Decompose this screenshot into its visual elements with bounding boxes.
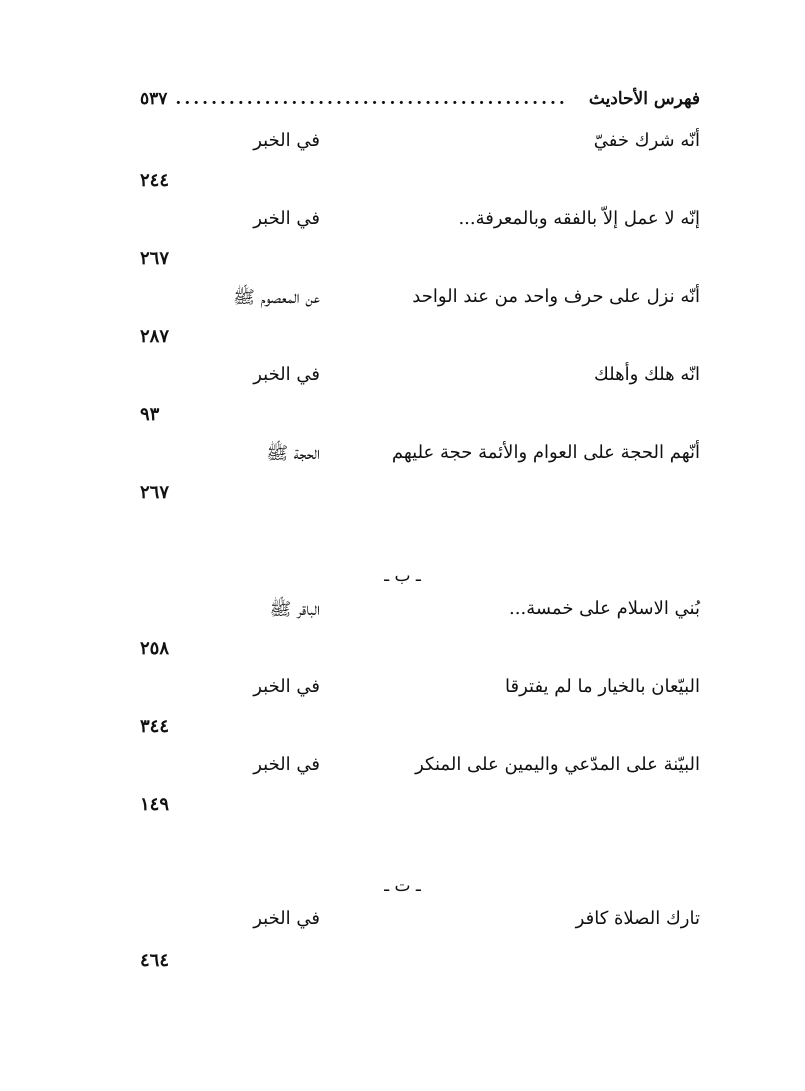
hadith-entry xyxy=(0,598,805,634)
hadith-entry xyxy=(0,364,805,400)
hadith-text: بُني الاسلام على خمسة... xyxy=(509,598,700,619)
hadith-text: البيّنة على المدّعي واليمين على المنكر xyxy=(415,754,700,775)
hadith-text: أنّهم الحجة على العوام والأئمة حجة عليهم xyxy=(391,442,700,463)
leader-dots: ............................................ xyxy=(175,89,568,109)
letter-heading: ـ ب ـ xyxy=(384,566,421,586)
hadith-page-number: ٢٤٤ xyxy=(140,170,170,191)
hadith-entry xyxy=(0,908,805,944)
hadith-text: البيّعان بالخيار ما لم يفترقا xyxy=(505,676,700,697)
page-header xyxy=(140,84,700,114)
hadith-page-number: ٢٥٨ xyxy=(140,638,170,659)
hadith-text: أنّه شرك خفيّ xyxy=(593,130,700,151)
hadith-source: في الخبر xyxy=(253,208,320,229)
hadith-text: أنّه نزل على حرف واحد من عند الواحد xyxy=(412,286,700,307)
hadith-text: انّه هلك وأهلك xyxy=(593,364,700,385)
hadith-source: عن المعصوم ﷺ xyxy=(233,287,320,308)
hadith-entry xyxy=(0,286,805,322)
hadith-source: في الخبر xyxy=(253,754,320,775)
hadith-source: في الخبر xyxy=(253,908,320,929)
hadith-source: في الخبر xyxy=(253,364,320,385)
hadith-entry xyxy=(0,208,805,244)
hadith-page-number: ٢٦٧ xyxy=(140,482,170,503)
hadith-source: في الخبر xyxy=(253,676,320,697)
hadith-page-number: ٢٨٧ xyxy=(140,326,170,347)
hadith-entry xyxy=(0,676,805,712)
hadith-source: الحجة ﷺ xyxy=(266,443,320,464)
page-number: ٥٣٧ xyxy=(140,89,168,109)
hadith-entry xyxy=(0,754,805,790)
hadith-entry xyxy=(0,130,805,166)
hadith-page-number: ٢٦٧ xyxy=(140,248,170,269)
hadith-page-number: ٩٣ xyxy=(140,404,160,425)
hadith-entry xyxy=(0,442,805,478)
hadith-text: تارك الصلاة كافر xyxy=(575,908,700,929)
letter-heading: ـ ت ـ xyxy=(384,876,421,896)
hadith-page-number: ١٤٩ xyxy=(140,794,170,815)
hadith-page-number: ٤٦٤ xyxy=(140,950,170,971)
hadith-source: الباقر ﷺ xyxy=(269,599,320,620)
hadith-source: في الخبر xyxy=(253,130,320,151)
hadith-page-number: ٣٤٤ xyxy=(140,716,170,737)
hadith-text: إنّه لا عمل إلاّ بالفقه وبالمعرفة... xyxy=(458,208,700,229)
page-title: فهرس الأحاديث xyxy=(588,89,700,109)
